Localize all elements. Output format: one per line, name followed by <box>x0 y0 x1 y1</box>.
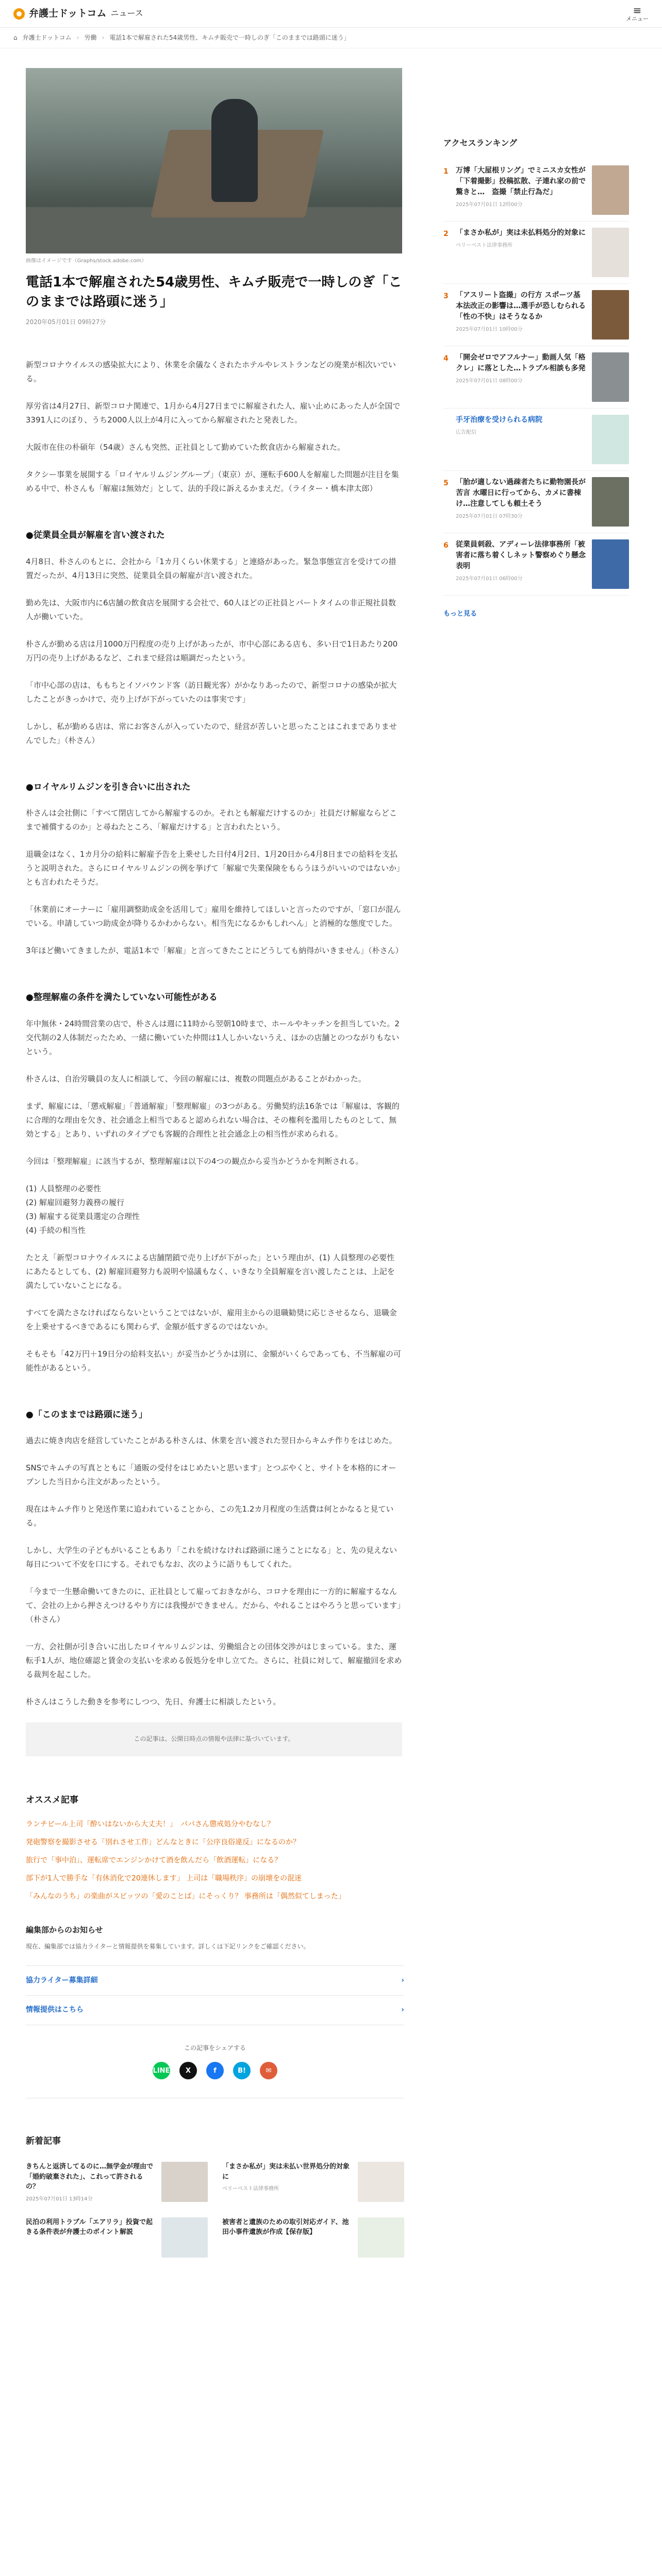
chevron-right-icon: › <box>76 33 79 41</box>
recommend-link[interactable]: ランチビール上司「酔いはないから大丈夫！」 パパさん懲戒処分やむなし？ <box>26 1820 275 1828</box>
rank-meta: 2025年07月01日 10時00分 <box>456 326 523 332</box>
latest-title: 「まさか私が」実は未払い世界処分的対象に <box>222 2163 350 2181</box>
rank-title: 「アスリート盗撮」の行方 スポーツ基本法改正の影響は…選手が恐しむられる「性の不快」はそうなるか <box>456 291 586 321</box>
rank-title: 「胎が適しない過疎者たちに勤物園長が苦言 水曜日に行ってから、カメに書棟け…注意してしも頼土そう <box>456 478 586 508</box>
section-heading: ●整理解雇の条件を満たしていない可能性がある <box>26 992 218 1003</box>
top-header <box>0 0 662 28</box>
paragraph: 「休業前にオーナーに「雇用調整助成金を活用して」雇用を維持してほしいと言ったのですが、「窓口が混んでいる。申請していつ助成金が降りるかわからない。相当先になるかもしれへん」と消極的な態度でした。 <box>26 905 401 928</box>
paragraph: 朴さんは会社側に「すべて閉店してから解雇するのか。それとも解雇だけするのか」社員だけ解雇ならどこまで補償するのか」と尋ねたところ、「解雇だけする」と言われたという。 <box>26 808 397 832</box>
facebook-share-icon[interactable]: f <box>206 2062 224 2079</box>
chevron-right-icon: › <box>401 2006 404 2014</box>
chevron-right-icon: › <box>401 1976 404 1985</box>
sidebar <box>443 48 629 2258</box>
paragraph: 朴さんは、自治労職員の友人に相談して、今回の解雇には、複数の問題点があることがわかった。 <box>26 1074 366 1083</box>
menu-button[interactable] <box>626 5 649 22</box>
paragraph: 現在はキムチ作りと発送作業に追われていることから、この先1.2カ月程度の生活費は何とかなると見ている。 <box>26 1504 394 1528</box>
site-logo[interactable] <box>13 5 143 22</box>
rank-number: 6 <box>443 541 449 550</box>
recommend-link[interactable]: 「みんなのうち」の楽曲がスピッツの「愛のことば」にそっくり？ 事務所は「偶然似てしまった」 <box>26 1892 345 1901</box>
rank-title: 万博「大屋根リング」でミニスカ女性が「下着撮影」投稿拡散、子連れ家の前で驚きと… 盗撮「禁止行為だ」 <box>456 166 586 196</box>
recommend-link[interactable]: 発砲警察を撮影させる「別れさせ工作」どんなときに「公序良俗違反」になるのか？ <box>26 1838 300 1846</box>
paragraph: すべてを満たさなければならないということではないが、雇用主からの退職勧奨に応じさせるなら、退職金を上乗せするべきであるにも関わらず、金額が低すぎるのではないか。 <box>26 1308 397 1331</box>
paragraph: 今回は「整理解雇」に該当するが、整理解雇は以下の4つの観点から妥当かどうかを判断される。 <box>26 1156 363 1166</box>
logo-sub: ニュース <box>110 8 143 19</box>
rank-title: 従業員刺殺、アディーレ法律事務所「被害者に落ち着くしネット警察めぐり懸念表明 <box>456 540 586 570</box>
rank-thumbnail <box>592 228 629 277</box>
latest-title: きちんと返済してるのに…無学金が理由で「婚約破棄された」、これって許されるの？ <box>26 2163 154 2191</box>
paragraph-list: (1) 人員整理の必要性 (2) 解雇回避努力義務の履行 (3) 解雇する従業員選定の合理性 (4) 手続の相当性 <box>26 1183 140 1235</box>
breadcrumb-item: 電話1本で解雇された54歳男性、キムチ販売で一時しのぎ「このままでは路頭に迷う」 <box>109 33 350 41</box>
latest-date: ベリーベスト法律事務所 <box>222 2186 279 2192</box>
paragraph: 過去に焼き肉店を経営していたことがある朴さんは、休業を言い渡された翌日からキムチ作りをはじめた。 <box>26 1436 397 1446</box>
latest-thumbnail <box>161 2217 208 2258</box>
share-label: この記事をシェアする <box>184 2044 246 2052</box>
rank-number: 3 <box>443 292 449 300</box>
article-date: 2020年05月01日 09時27分 <box>26 318 106 326</box>
latest-heading: 新着記事 <box>26 2136 61 2147</box>
rank-title: 「開会ゼロでアフルナー」動画人気「格クレ」に落とした…トラブル相談も多発 <box>456 353 586 372</box>
rank-number: 2 <box>443 229 449 238</box>
paragraph: 朴さんはこうした動きを参考にしつつ、先日、弁護士に相談したという。 <box>26 1697 281 1707</box>
line-share-icon[interactable]: LINE <box>153 2062 170 2079</box>
menu-label: メニュー <box>626 15 649 22</box>
latest-item[interactable] <box>222 2217 404 2258</box>
latest-item[interactable] <box>222 2162 404 2203</box>
section-heading: ●ロイヤルリムジンを引き合いに出された <box>26 782 191 792</box>
latest-title: 民泊の利用トラブル「エアリラ」投資で起きる条件表が弁護士のボイント解説 <box>26 2218 153 2236</box>
section-heading: ●「このままでは路頭に迷う」 <box>26 1409 147 1420</box>
paragraph: 朴さんが勤める店は月1000万円程度の売り上げがあったが、市中心部にある店も、多い日で1日あたり200万円の売り上げがあるなど、これまで経営は順調だったという。 <box>26 639 398 663</box>
latest-thumbnail <box>358 2217 404 2258</box>
chevron-right-icon: › <box>102 33 105 41</box>
rank-title: 「まさか私が」実は未払料処分的対象に <box>456 228 586 237</box>
hero-image <box>26 68 402 253</box>
paragraph: タクシー事業を展開する「ロイヤルリムジングループ」（東京）が、運転手600人を解雇した問題が注目を集める中で、朴さんも「解雇は無効だ」として、法的手段に訴えるかまえだ。（ライター・橋本津太郎） <box>26 469 399 493</box>
section-heading: ●従業員全員が解雇を言い渡された <box>26 530 165 540</box>
ranking-item[interactable] <box>443 222 629 284</box>
paragraph: たとえ「新型コロナウイルスによる店舗閉鎖で売り上げが下がった」という理由が、(1) 人員整理の必要性にあたるとしても、(2) 解雇回避努力も説明や協議もなく、いきなり全員解雇を言い渡したことは、上記を満たしていないことになる。 <box>26 1252 395 1290</box>
rank-meta: 2025年07月01日 07時30分 <box>456 513 523 519</box>
latest-thumbnail <box>161 2162 208 2202</box>
paragraph: 勤め先は、大阪市内に6店舗の飲食店を展開する会社で、60人ほどの正社員とパートタイムの非正規社員数人が働いていた。 <box>26 598 396 621</box>
paragraph: SNSでキムチの写真とともに「通販の受付をはじめたいと思います」とつぶやくと、サイトを本格的にオープンした当日から注文があったという。 <box>26 1463 396 1487</box>
rank-meta: 2025年07月01日 12時00分 <box>456 201 523 208</box>
paragraph: しかし、大学生の子どもがいることもあり「これを続けなければ路頭に迷うことになる」と、先の見えない毎日について不安を口にする。それでもなお、次のように語りもしてくれた。 <box>26 1546 398 1569</box>
rank-thumbnail <box>592 165 629 215</box>
paragraph: 一方、会社側が引き合いに出したロイヤルリムジンは、労働組合との団体交渉がはじまっている。また、運転手1人が、地位確認と賃金の支払いを求める仮処分を申し立てた。さらに、社員に対して、解雇撤回を求める裁判を起こした。 <box>26 1642 402 1680</box>
rank-thumbnail <box>592 539 629 589</box>
paragraph: しかし、私が勤める店は、常にお客さんが入っていたので、経営が苦しいと思ったことはこれまでありませんでした」（朴さん） <box>26 721 397 745</box>
rank-number: 5 <box>443 479 449 487</box>
paragraph: 「今まで一生懸命働いてきたのに、正社員として雇っておきながら、コロナを理由に一方的に解雇するなんて、会社の上から押さえつけるやり方には我慢ができません。だから、やれることはやろうと思っています」（朴さん） <box>26 1587 401 1624</box>
paragraph: 新型コロナウイルスの感染拡大により、休業を余儀なくされたホテルやレストランなどの廃業が相次いでいる。 <box>26 360 396 383</box>
latest-item[interactable] <box>26 2217 208 2258</box>
paragraph: 厚労省は4月27日、新型コロナ関連で、1月から4月27日までに解雇された人、雇い止めにあった人が全国で3391人にのぼり、うち2000人以上が4月に入ってから解雇されたと発表した。 <box>26 401 401 425</box>
latest-thumbnail <box>358 2162 404 2202</box>
menu-icon: ≡ <box>633 4 642 16</box>
article-main <box>13 48 417 2258</box>
paragraph: 「市中心部の店は、ももちとイソバウンド客（訪日観光客）がかなりあったので、新型コロナの感染が拡大したことがきっかけで、売り上げが下がっていたのは事実です」 <box>26 680 397 704</box>
rank-meta: 2025年07月01日 06時00分 <box>456 575 523 582</box>
logo-text: 弁護士ドットコム <box>29 8 107 20</box>
paragraph: 4月8日、朴さんのもとに、会社から「1カ月くらい休業する」と連絡があった。緊急事態宣言を受けての措置だったが、4月13日に突然、従業員全員の解雇が言い渡された。 <box>26 556 396 580</box>
paragraph: 大阪市在住の朴碩年（54歳）さんも突然、正社員として勤めていた飲食店から解雇された。 <box>26 442 345 452</box>
rank-number: 1 <box>443 167 449 176</box>
recommend-link[interactable]: 部下が1人で勝手な「有休消化で20連休します」 上司は「職場秩序」の崩壊をの混迷 <box>26 1874 302 1883</box>
writer-recruit-link[interactable] <box>26 1965 404 1995</box>
logo-icon <box>13 8 25 20</box>
ranking-item[interactable] <box>443 346 629 409</box>
more-link[interactable]: もっと見る <box>443 609 477 618</box>
hatena-share-icon[interactable]: B! <box>233 2062 251 2079</box>
ad-meta: 広告配信 <box>456 429 476 435</box>
article-title: 電話1本で解雇された54歳男性、キムチ販売で一時しのぎ「このままでは路頭に迷う」 <box>26 275 402 310</box>
latest-item[interactable] <box>26 2162 208 2203</box>
ad-item[interactable] <box>443 409 629 471</box>
ranking-heading: アクセスランキング <box>443 138 518 148</box>
ranking-item[interactable] <box>443 284 629 346</box>
article-body <box>26 358 402 1756</box>
editorial-text: 現在、編集部では協力ライターと情報提供を募集しています。詳しくは下記リンクをご確認ください。 <box>26 1943 310 1951</box>
rank-thumbnail <box>592 290 629 340</box>
ad-title: 手牙治療を受けられる病院 <box>456 415 542 424</box>
editorial-heading: 編集部からのお知らせ <box>26 1925 103 1935</box>
article-note: この記事は、公開日時点の情報や法律に基づいています。 <box>26 1722 402 1756</box>
share-buttons <box>26 2062 404 2098</box>
breadcrumb <box>0 28 662 48</box>
mail-share-icon[interactable]: ✉ <box>260 2062 277 2079</box>
home-icon[interactable]: ⌂ <box>13 33 18 41</box>
latest-date: 2025年07月01日 13時14分 <box>26 2196 93 2202</box>
latest-grid <box>26 2162 404 2258</box>
image-caption: 画像はイメージです（Graphs/stock.adobe.com） <box>26 258 147 264</box>
recommend-heading: オススメ記事 <box>26 1794 78 1805</box>
recommend-list <box>26 1816 404 1906</box>
paragraph: 3年ほど働いてきましたが、電話1本で「解雇」と言ってきたことにどうしても納得がいきません」（朴さん） <box>26 946 403 956</box>
paragraph: まず、解雇には、「懲戒解雇」「普通解雇」「整理解雇」の3つがある。労働契約法16条では「解雇は、客観的に合理的な理由を欠き、社会通念上相当であると認められない場合は、その権利を濫用したものとして、無効とする」とあり、いずれのタイプでも客観的合理性と社会通念上の相当性が求められる。 <box>26 1101 400 1139</box>
writer-recruit-label: 協力ライター募集詳細 <box>26 1976 98 1985</box>
paragraph: 退職金はなく、1カ月分の給料に解雇予告を上乗せした日付4月2日、1月20日から4月8日までの給料を支払うと説明された。さらにロイヤルリムジンの例を挙げて「解雇で失業保険をもらうほうがいいのではないか」とも言われたそうだ。 <box>26 850 401 887</box>
rank-meta: 2025年07月01日 08時00分 <box>456 378 523 384</box>
x-share-icon[interactable]: X <box>179 2062 197 2079</box>
paragraph: そもそも「42万円＋19日分の給料支払い」が妥当かどうかは別に、金額がいくらであっても、不当解雇の可能性があるという。 <box>26 1349 401 1372</box>
info-submit-link[interactable] <box>26 1995 404 2025</box>
breadcrumb-item[interactable]: 労働 <box>84 33 97 41</box>
info-submit-label: 情報提供はこちら <box>26 2006 84 2014</box>
paragraph: 年中無休・24時間営業の店で、朴さんは週に11時から翌朝10時まで、ホールやキッチンを担当していた。2交代制の2人体制だったため、一緒に働いていた仲間は1人しかいないうえ、ほかの店舗とのつながりもないという。 <box>26 1019 400 1056</box>
rank-thumbnail <box>592 477 629 527</box>
rank-number <box>443 415 451 464</box>
latest-title: 被害者と遺族のための取引対応ガイド、池田小事件遺族が作成【保存版】 <box>222 2218 349 2236</box>
ranking-item[interactable] <box>443 533 629 596</box>
breadcrumb-item[interactable]: 弁護士ドットコム <box>22 33 72 41</box>
ad-thumbnail <box>592 415 629 464</box>
ranking-item[interactable] <box>443 471 629 533</box>
rank-thumbnail <box>592 352 629 402</box>
ranking-item[interactable] <box>443 159 629 222</box>
recommend-link[interactable]: 旅行で「事中泊」、運転席でエンジンかけて酒を飲んだら「飲酒運転」になる？ <box>26 1856 282 1865</box>
rank-number: 4 <box>443 354 449 363</box>
rank-meta: ベリーベスト法律事務所 <box>456 242 512 248</box>
